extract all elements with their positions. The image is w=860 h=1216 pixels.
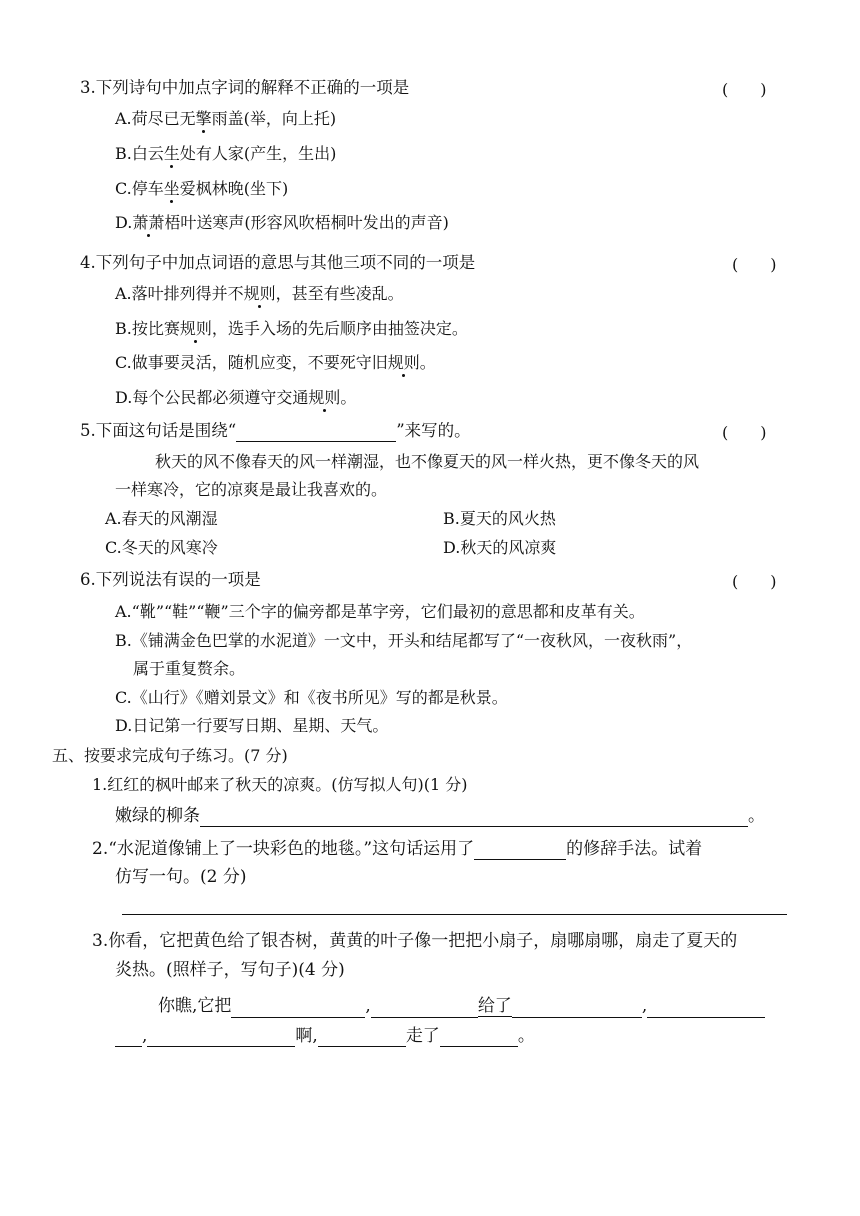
q3-option-b — [115, 143, 336, 165]
q6-option-b-line2: 属于重复赘余。 — [133, 659, 246, 678]
s2-stem-line1 — [92, 838, 702, 860]
q3-d-post: 梧叶送寒声(形容风吹梧桐叶发出的声音) — [164, 213, 449, 232]
s2-stem-line2: 仿写一句。(2 分) — [115, 867, 247, 887]
q3-c-dotted: 坐 — [163, 179, 180, 198]
q3-a-dotted: 擎 — [195, 109, 212, 128]
s3-blank-3[interactable] — [512, 999, 642, 1018]
q4-c-pre: C.做事要灵活，随机应变，不要死守旧 — [115, 353, 388, 372]
s3-blank-6[interactable] — [318, 1028, 406, 1047]
q6-option-c: C.《山行》《赠刘景文》和《夜书所见》写的都是秋景。 — [115, 688, 508, 707]
s3-text-3: 给了 — [477, 996, 512, 1016]
s3-stem-line2: 炎热。(照样子，写句子)(4 分) — [115, 960, 345, 980]
q6-option-a: A.“靴”“鞋”“鞭”三个字的偏旁都是革字旁，它们最初的意思都和皮革有关。 — [115, 602, 645, 621]
q3-answer-bracket[interactable]: ( ) — [722, 80, 767, 99]
q5-passage-line1: 秋天的风不像春天的风一样潮湿，也不像夏天的风一样火热，更不像冬天的风 — [155, 452, 700, 471]
q3-c-post: 爱枫林晚(坐下) — [179, 179, 289, 198]
q4-option-d — [115, 387, 356, 409]
s1-answer-blank[interactable] — [200, 808, 748, 827]
s3-text-2: , — [365, 996, 371, 1016]
q4-b-pre: B.按比赛 — [115, 319, 180, 338]
q6-answer-bracket[interactable]: ( ) — [732, 572, 777, 591]
section-five-title: 五、按要求完成句子练习。(7 分) — [52, 746, 288, 765]
s3-text-8: 。 — [517, 1026, 535, 1046]
s3-text-5: , — [142, 1026, 148, 1046]
q4-option-a — [115, 283, 404, 305]
s3-template-line1 — [158, 995, 765, 1018]
q3-d-dotted: 萧萧 — [132, 213, 165, 232]
q4-b-post: ，选手入场的先后顺序由抽签决定。 — [211, 319, 468, 338]
s3-blank-1[interactable] — [231, 999, 365, 1018]
q3-option-c — [115, 178, 288, 200]
q6-option-b-line1: B.《铺满金色巴掌的水泥道》一文中，开头和结尾都写了“一夜秋风，一夜秋雨”， — [115, 631, 693, 650]
q6-option-d: D.日记第一行要写日期、星期、天气。 — [115, 716, 389, 735]
q4-d-post: 。 — [340, 388, 357, 407]
q5-option-d: D.秋天的风凉爽 — [443, 538, 557, 557]
s1-answer-line — [115, 805, 765, 827]
q4-option-c — [115, 352, 436, 374]
q4-stem: 4.下列句子中加点词语的意思与其他三项不同的一项是 — [80, 253, 476, 272]
s3-template-line2 — [115, 1025, 535, 1047]
q4-c-dotted: 规则 — [387, 353, 420, 372]
q5-stem-post: ”来写的。 — [396, 421, 471, 440]
q3-c-pre: C.停车 — [115, 179, 164, 198]
q4-d-dotted: 规则 — [308, 388, 341, 407]
s2-answer-line[interactable] — [122, 914, 787, 915]
q3-a-pre: A.荷尽已无 — [115, 109, 196, 128]
q3-option-a — [115, 108, 336, 130]
s3-blank-5[interactable] — [147, 1028, 295, 1047]
q3-option-d — [115, 212, 449, 234]
q5-answer-bracket[interactable]: ( ) — [722, 423, 767, 442]
q3-a-post: 雨盖(举，向上托) — [211, 109, 337, 128]
q4-d-pre: D.每个公民都必须遵守交通 — [115, 388, 309, 407]
q5-option-b: B.夏天的风火热 — [443, 509, 556, 528]
s1-start-text: 嫩绿的柳条 — [115, 806, 200, 826]
s3-text-1: 你瞧,它把 — [158, 996, 232, 1016]
s2-rhetoric-blank[interactable] — [474, 841, 566, 860]
s3-stem-line1: 3.你看，它把黄色给了银杏树，黄黄的叶子像一把把小扇子，扇哪扇哪，扇走了夏天的 — [92, 931, 738, 951]
q5-stem-pre: 5.下面这句话是围绕“ — [80, 421, 237, 440]
q4-a-dotted: 规则 — [243, 284, 276, 303]
q6-stem: 6.下列说法有误的一项是 — [80, 570, 261, 589]
q5-option-c: C.冬天的风寒冷 — [105, 538, 218, 557]
q5-stem — [80, 420, 471, 442]
q4-c-post: 。 — [419, 353, 436, 372]
q3-d-pre: D. — [115, 213, 133, 232]
q4-option-b — [115, 318, 468, 340]
q5-passage-line2: 一样寒冷，它的凉爽是最让我喜欢的。 — [115, 480, 388, 499]
q5-answer-blank[interactable] — [236, 423, 396, 442]
s3-blank-4[interactable] — [647, 999, 765, 1018]
s1-stem: 1.红红的枫叶邮来了秋天的凉爽。(仿写拟人句)(1 分) — [92, 775, 468, 794]
s3-text-6: 啊, — [295, 1026, 318, 1046]
s3-text-7: 走了 — [405, 1026, 440, 1046]
q4-a-post: ，甚至有些凌乱。 — [275, 284, 404, 303]
q3-b-post: 处有人家(产生，生出) — [179, 144, 337, 163]
q4-a-pre: A.落叶排列得并不 — [115, 284, 244, 303]
q4-b-dotted: 规则 — [179, 319, 212, 338]
s1-end-text: 。 — [748, 806, 765, 826]
q3-stem: 3.下列诗句中加点字词的解释不正确的一项是 — [80, 78, 410, 97]
q5-option-a: A.春天的风潮湿 — [105, 509, 218, 528]
q3-b-dotted: 生 — [163, 144, 180, 163]
s2-post: 的修辞手法。试着 — [566, 839, 703, 859]
s3-blank-4-cont[interactable] — [115, 1028, 142, 1047]
s3-blank-7[interactable] — [440, 1028, 518, 1047]
q3-b-pre: B.白云 — [115, 144, 164, 163]
s3-blank-2[interactable] — [371, 999, 478, 1018]
q4-answer-bracket[interactable]: ( ) — [732, 255, 777, 274]
s2-pre: 2.“水泥道像铺上了一块彩色的地毯。”这句话运用了 — [92, 839, 475, 859]
s3-text-4: , — [641, 996, 648, 1016]
